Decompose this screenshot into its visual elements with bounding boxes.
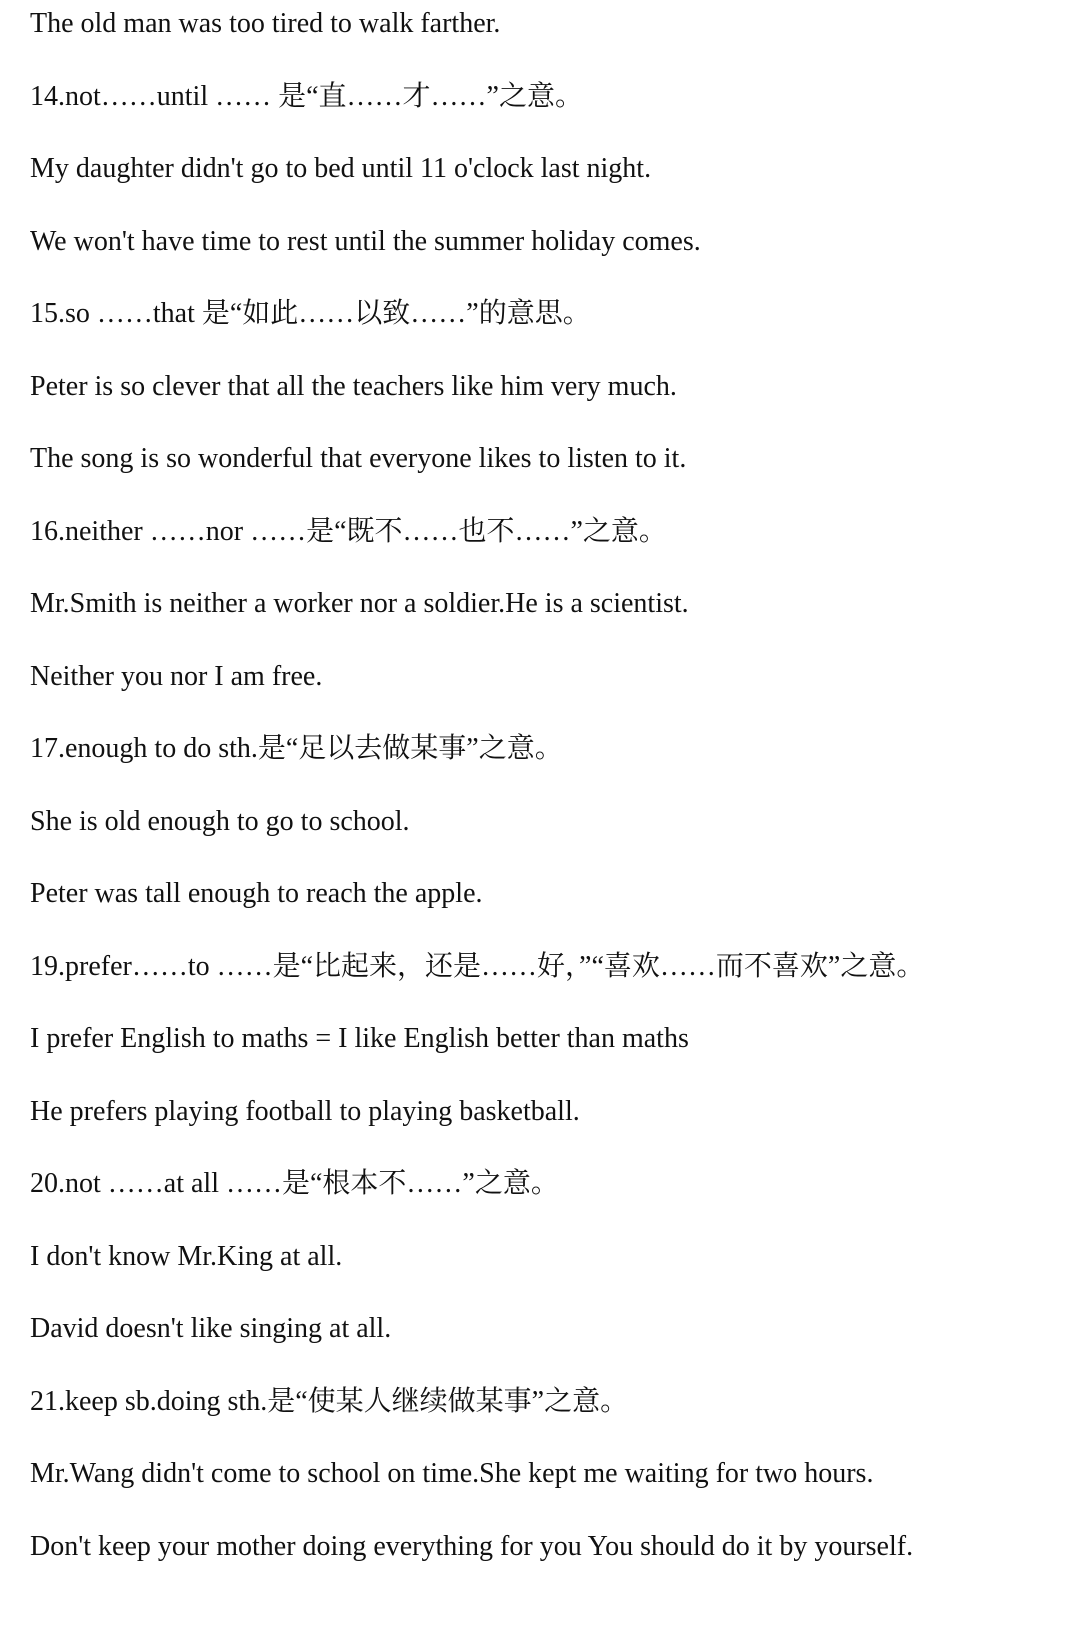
- grammar-heading-20: 20.not ……at all ……是“根本不……”之意。: [30, 1168, 559, 1199]
- example-sentence: Mr.Smith is neither a worker nor a soldier.He is a scientist.: [30, 588, 689, 619]
- example-sentence: Don't keep your mother doing everything for you You should do it by yourself.: [30, 1531, 914, 1562]
- grammar-heading-16: 16.neither ……nor ……是“既不……也不……”之意。: [30, 516, 667, 547]
- example-sentence: Peter was tall enough to reach the apple.: [30, 878, 483, 909]
- example-sentence: I don't know Mr.King at all.: [30, 1241, 343, 1272]
- example-sentence: He prefers playing football to playing basketball.: [30, 1096, 580, 1127]
- example-sentence: Neither you nor I am free.: [30, 661, 323, 692]
- example-sentence: We won't have time to rest until the summer holiday comes.: [30, 226, 701, 257]
- grammar-heading-21: 21.keep sb.doing sth.是“使某人继续做某事”之意。: [30, 1386, 629, 1417]
- example-sentence: I prefer English to maths = I like English better than maths: [30, 1023, 689, 1054]
- grammar-heading-15: 15.so ……that 是“如此……以致……”的意思。: [30, 298, 591, 329]
- example-sentence: Mr.Wang didn't come to school on time.She kept me waiting for two hours.: [30, 1458, 874, 1489]
- example-sentence: She is old enough to go to school.: [30, 806, 410, 837]
- example-sentence: David doesn't like singing at all.: [30, 1313, 392, 1344]
- grammar-heading-19: 19.prefer……to ……是“比起来，还是……好，”“喜欢……而不喜欢”之意。: [30, 951, 925, 982]
- grammar-heading-14: 14.not……until …… 是“直……才……”之意。: [30, 81, 583, 112]
- example-sentence: Peter is so clever that all the teachers like him very much.: [30, 371, 677, 402]
- example-sentence: My daughter didn't go to bed until 11 o'clock last night.: [30, 153, 652, 184]
- example-sentence: The song is so wonderful that everyone likes to listen to it.: [30, 443, 687, 474]
- example-sentence: The old man was too tired to walk farther.: [30, 8, 501, 39]
- grammar-heading-17: 17.enough to do sth.是“足以去做某事”之意。: [30, 733, 563, 764]
